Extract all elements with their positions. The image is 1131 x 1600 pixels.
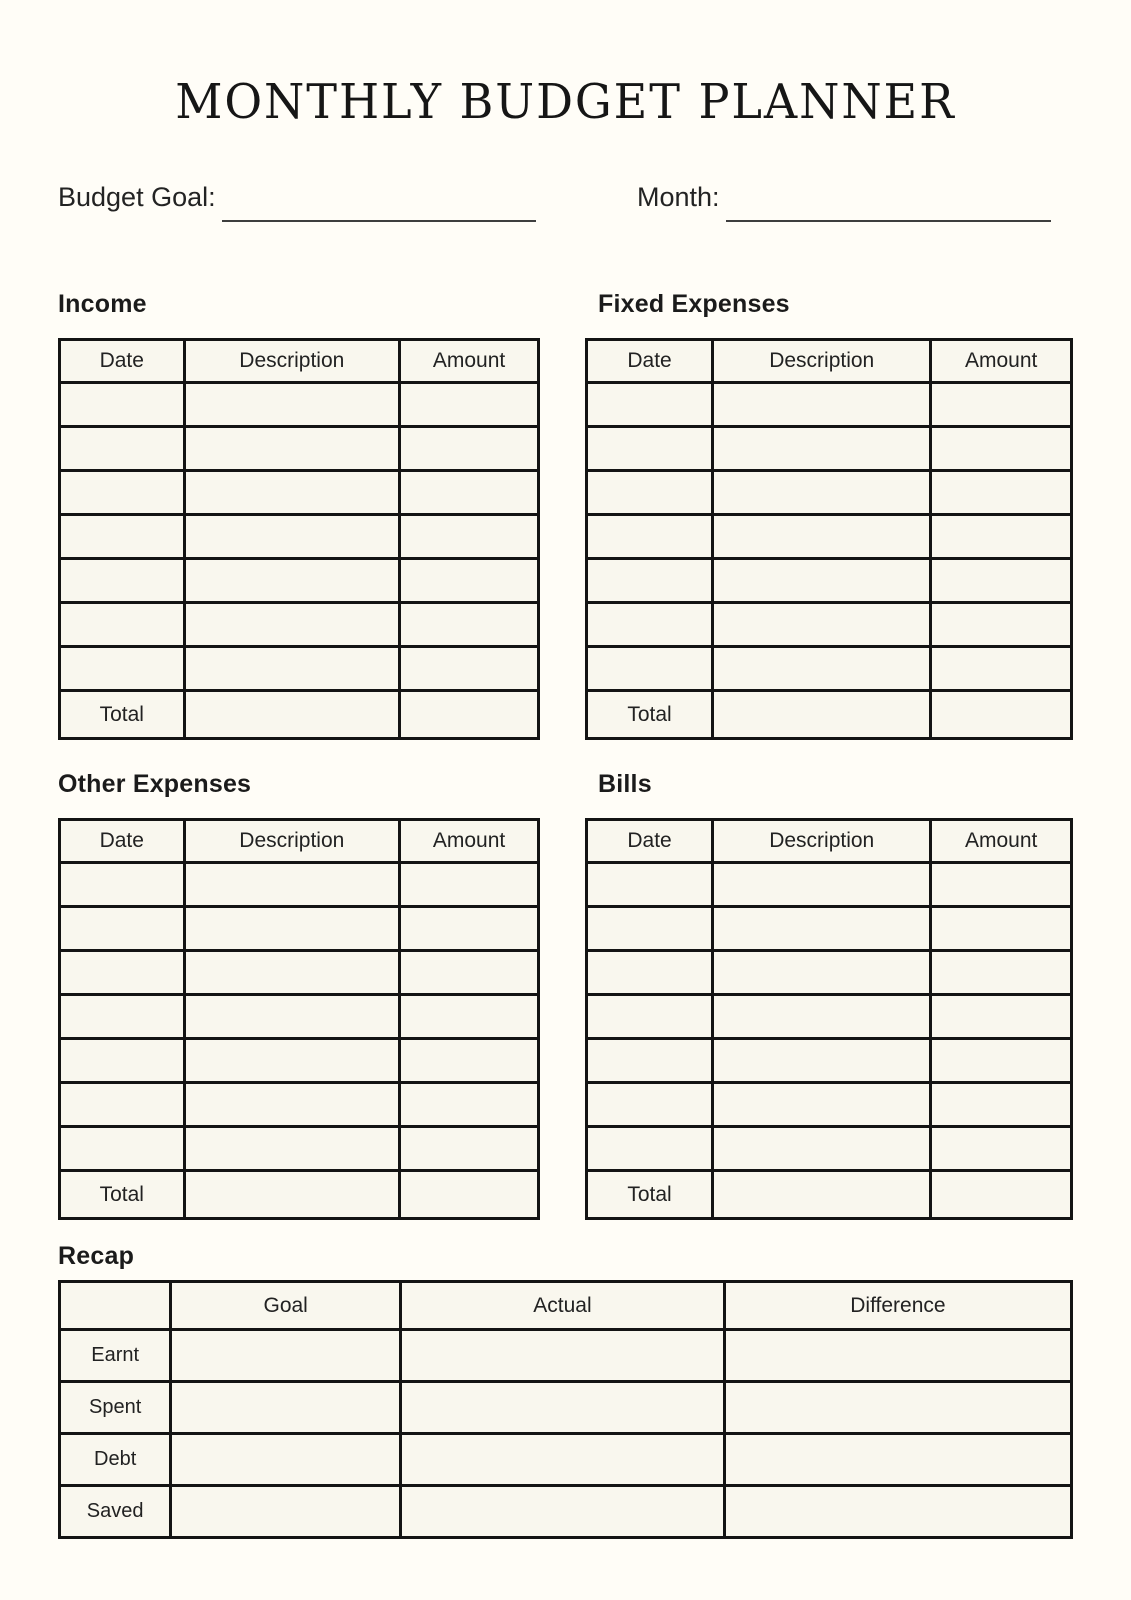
recap-col-actual: Actual xyxy=(401,1282,725,1330)
amount-cell[interactable] xyxy=(400,647,539,691)
fixed-expenses-row xyxy=(587,559,1072,603)
recap-label-debt: Debt xyxy=(60,1434,171,1486)
amount-cell[interactable] xyxy=(400,383,539,427)
amount-cell[interactable] xyxy=(400,907,539,951)
recap-row-earnt xyxy=(60,1330,1072,1382)
description-cell[interactable] xyxy=(713,1039,931,1083)
date-cell[interactable] xyxy=(60,471,185,515)
description-cell[interactable] xyxy=(713,995,931,1039)
date-cell[interactable] xyxy=(60,383,185,427)
goal-cell[interactable] xyxy=(171,1382,401,1434)
date-cell[interactable] xyxy=(587,863,713,907)
other-expenses-row xyxy=(60,907,539,951)
other-expenses-table xyxy=(58,818,540,1220)
bills-col-description: Description xyxy=(713,820,931,863)
bills-total-row xyxy=(587,1171,1072,1219)
other-expenses-col-amount: Amount xyxy=(400,820,539,863)
date-cell[interactable] xyxy=(587,1083,713,1127)
total-description-cell[interactable] xyxy=(713,1171,931,1219)
date-cell[interactable] xyxy=(60,647,185,691)
month-label: Month: xyxy=(637,182,720,212)
date-cell[interactable] xyxy=(60,603,185,647)
amount-cell[interactable] xyxy=(931,995,1072,1039)
other-expenses-total-row xyxy=(60,1171,539,1219)
date-cell[interactable] xyxy=(587,647,713,691)
budget-goal-label: Budget Goal: xyxy=(58,182,216,212)
income-row xyxy=(60,603,539,647)
description-cell[interactable] xyxy=(184,427,400,471)
description-cell[interactable] xyxy=(184,471,400,515)
income-row xyxy=(60,559,539,603)
amount-cell[interactable] xyxy=(400,1083,539,1127)
fixed-expenses-col-description: Description xyxy=(713,340,931,383)
amount-cell[interactable] xyxy=(400,1127,539,1171)
actual-cell[interactable] xyxy=(401,1486,725,1538)
bills-header-row xyxy=(587,820,1072,863)
bills-col-amount: Amount xyxy=(931,820,1072,863)
month-field-group xyxy=(637,182,1051,222)
other-expenses-row xyxy=(60,1083,539,1127)
bills-row xyxy=(587,1127,1072,1171)
date-cell[interactable] xyxy=(587,515,713,559)
fixed-expenses-col-date: Date xyxy=(587,340,713,383)
fixed-expenses-heading: Fixed Expenses xyxy=(598,290,790,318)
fixed-expenses-col-amount: Amount xyxy=(931,340,1072,383)
total-amount-cell[interactable] xyxy=(931,691,1072,739)
amount-cell[interactable] xyxy=(931,515,1072,559)
amount-cell[interactable] xyxy=(931,907,1072,951)
total-amount-cell[interactable] xyxy=(931,1171,1072,1219)
description-cell[interactable] xyxy=(184,515,400,559)
total-description-cell[interactable] xyxy=(713,691,931,739)
amount-cell[interactable] xyxy=(931,427,1072,471)
amount-cell[interactable] xyxy=(400,1039,539,1083)
fixed-expenses-row xyxy=(587,647,1072,691)
recap-row-saved xyxy=(60,1486,1072,1538)
date-cell[interactable] xyxy=(587,603,713,647)
description-cell[interactable] xyxy=(184,603,400,647)
difference-cell[interactable] xyxy=(724,1382,1071,1434)
date-cell[interactable] xyxy=(587,383,713,427)
other-expenses-heading: Other Expenses xyxy=(58,770,252,798)
date-cell[interactable] xyxy=(60,1127,185,1171)
date-cell[interactable] xyxy=(60,427,185,471)
income-col-date: Date xyxy=(60,340,185,383)
description-cell[interactable] xyxy=(184,995,400,1039)
income-col-amount: Amount xyxy=(400,340,539,383)
description-cell[interactable] xyxy=(713,951,931,995)
description-cell[interactable] xyxy=(184,951,400,995)
fixed-expenses-header-row xyxy=(587,340,1072,383)
recap-row-debt xyxy=(60,1434,1072,1486)
recap-col-goal: Goal xyxy=(171,1282,401,1330)
recap-label-saved: Saved xyxy=(60,1486,171,1538)
difference-cell[interactable] xyxy=(724,1434,1071,1486)
description-cell[interactable] xyxy=(184,383,400,427)
fixed-expenses-row xyxy=(587,515,1072,559)
date-cell[interactable] xyxy=(60,907,185,951)
date-cell[interactable] xyxy=(60,559,185,603)
bills-row xyxy=(587,1083,1072,1127)
amount-cell[interactable] xyxy=(400,471,539,515)
other-expenses-col-date: Date xyxy=(60,820,185,863)
date-cell[interactable] xyxy=(587,1039,713,1083)
income-heading: Income xyxy=(58,290,147,318)
actual-cell[interactable] xyxy=(401,1434,725,1486)
bills-total-label: Total xyxy=(587,1171,713,1219)
other-expenses-total-label: Total xyxy=(60,1171,185,1219)
fixed-expenses-total-row xyxy=(587,691,1072,739)
amount-cell[interactable] xyxy=(400,951,539,995)
amount-cell[interactable] xyxy=(931,863,1072,907)
income-total-row xyxy=(60,691,539,739)
description-cell[interactable] xyxy=(713,1083,931,1127)
income-row xyxy=(60,647,539,691)
fixed-expenses-table xyxy=(585,338,1073,740)
bills-heading: Bills xyxy=(598,770,652,798)
actual-cell[interactable] xyxy=(401,1330,725,1382)
other-expenses-row xyxy=(60,863,539,907)
date-cell[interactable] xyxy=(60,1039,185,1083)
income-row xyxy=(60,471,539,515)
bills-row xyxy=(587,1039,1072,1083)
other-expenses-col-description: Description xyxy=(184,820,400,863)
date-cell[interactable] xyxy=(60,995,185,1039)
description-cell[interactable] xyxy=(713,647,931,691)
total-description-cell[interactable] xyxy=(184,1171,400,1219)
recap-label-earnt: Earnt xyxy=(60,1330,171,1382)
income-row xyxy=(60,427,539,471)
bills-col-date: Date xyxy=(587,820,713,863)
bills-row xyxy=(587,907,1072,951)
other-expenses-row xyxy=(60,951,539,995)
income-row xyxy=(60,515,539,559)
description-cell[interactable] xyxy=(713,603,931,647)
description-cell[interactable] xyxy=(713,383,931,427)
description-cell[interactable] xyxy=(713,1127,931,1171)
income-row xyxy=(60,383,539,427)
other-expenses-row xyxy=(60,995,539,1039)
bills-row xyxy=(587,863,1072,907)
description-cell[interactable] xyxy=(713,907,931,951)
recap-section xyxy=(58,1242,1073,1539)
amount-cell[interactable] xyxy=(931,603,1072,647)
fixed-expenses-section xyxy=(585,290,1073,740)
other-expenses-header-row xyxy=(60,820,539,863)
date-cell[interactable] xyxy=(587,1127,713,1171)
date-cell[interactable] xyxy=(60,1083,185,1127)
description-cell[interactable] xyxy=(184,907,400,951)
recap-col-difference: Difference xyxy=(724,1282,1071,1330)
description-cell[interactable] xyxy=(184,863,400,907)
total-amount-cell[interactable] xyxy=(400,691,539,739)
fixed-expenses-row xyxy=(587,471,1072,515)
fixed-expenses-row xyxy=(587,603,1072,647)
month-input[interactable] xyxy=(726,182,1051,222)
goal-cell[interactable] xyxy=(171,1434,401,1486)
date-cell[interactable] xyxy=(60,515,185,559)
amount-cell[interactable] xyxy=(400,863,539,907)
bills-section xyxy=(585,770,1073,1220)
bills-row xyxy=(587,951,1072,995)
date-cell[interactable] xyxy=(587,559,713,603)
recap-label-spent: Spent xyxy=(60,1382,171,1434)
description-cell[interactable] xyxy=(184,1127,400,1171)
income-total-label: Total xyxy=(60,691,185,739)
amount-cell[interactable] xyxy=(931,1127,1072,1171)
description-cell[interactable] xyxy=(184,559,400,603)
description-cell[interactable] xyxy=(713,515,931,559)
date-cell[interactable] xyxy=(587,907,713,951)
date-cell[interactable] xyxy=(60,951,185,995)
income-table xyxy=(58,338,540,740)
other-expenses-section xyxy=(58,770,540,1220)
amount-cell[interactable] xyxy=(400,559,539,603)
description-cell[interactable] xyxy=(713,559,931,603)
description-cell[interactable] xyxy=(184,1039,400,1083)
goal-cell[interactable] xyxy=(171,1330,401,1382)
amount-cell[interactable] xyxy=(931,951,1072,995)
income-section xyxy=(58,290,540,740)
total-description-cell[interactable] xyxy=(184,691,400,739)
date-cell[interactable] xyxy=(587,427,713,471)
amount-cell[interactable] xyxy=(931,383,1072,427)
tables-grid xyxy=(58,290,1073,1220)
income-header-row xyxy=(60,340,539,383)
description-cell[interactable] xyxy=(713,863,931,907)
difference-cell[interactable] xyxy=(724,1486,1071,1538)
amount-cell[interactable] xyxy=(931,1083,1072,1127)
recap-table xyxy=(58,1280,1073,1539)
date-cell[interactable] xyxy=(587,951,713,995)
recap-header-row xyxy=(60,1282,1072,1330)
recap-row-spent xyxy=(60,1382,1072,1434)
fixed-expenses-row xyxy=(587,427,1072,471)
amount-cell[interactable] xyxy=(400,515,539,559)
amount-cell[interactable] xyxy=(400,603,539,647)
other-expenses-row xyxy=(60,1127,539,1171)
budget-goal-input[interactable] xyxy=(222,182,536,222)
amount-cell[interactable] xyxy=(931,647,1072,691)
fixed-expenses-total-label: Total xyxy=(587,691,713,739)
date-cell[interactable] xyxy=(60,863,185,907)
amount-cell[interactable] xyxy=(931,559,1072,603)
goal-cell[interactable] xyxy=(171,1486,401,1538)
total-amount-cell[interactable] xyxy=(400,1171,539,1219)
bills-row xyxy=(587,995,1072,1039)
recap-col-blank xyxy=(60,1282,171,1330)
amount-cell[interactable] xyxy=(931,1039,1072,1083)
description-cell[interactable] xyxy=(184,1083,400,1127)
fixed-expenses-row xyxy=(587,383,1072,427)
description-cell[interactable] xyxy=(713,427,931,471)
amount-cell[interactable] xyxy=(931,471,1072,515)
amount-cell[interactable] xyxy=(400,427,539,471)
actual-cell[interactable] xyxy=(401,1382,725,1434)
budget-goal-field-group xyxy=(58,182,536,222)
amount-cell[interactable] xyxy=(400,995,539,1039)
description-cell[interactable] xyxy=(713,471,931,515)
difference-cell[interactable] xyxy=(724,1330,1071,1382)
date-cell[interactable] xyxy=(587,995,713,1039)
recap-heading: Recap xyxy=(58,1242,135,1270)
date-cell[interactable] xyxy=(587,471,713,515)
other-expenses-row xyxy=(60,1039,539,1083)
bills-table xyxy=(585,818,1073,1220)
page-title: MONTHLY BUDGET PLANNER xyxy=(175,74,956,130)
income-col-description: Description xyxy=(184,340,400,383)
description-cell[interactable] xyxy=(184,647,400,691)
